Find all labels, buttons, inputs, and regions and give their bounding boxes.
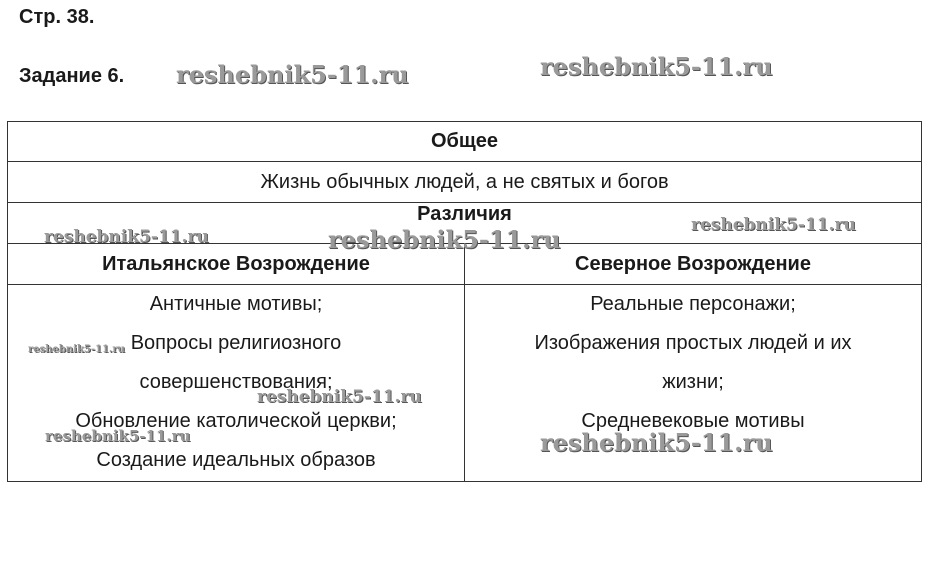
italian-cell (8, 285, 465, 482)
column-header-northern: Северное Возрождение (465, 244, 922, 285)
comparison-table (7, 121, 922, 482)
watermark: reshebnik5-11.ru (28, 344, 125, 355)
italian-item: Вопросы религиозного (130, 332, 342, 354)
northern-item: Реальные персонажи; (590, 293, 796, 315)
northern-item: жизни; (662, 371, 724, 393)
task-label: Задание 6. (19, 65, 125, 87)
watermark: reshebnik5-11.ru (328, 225, 561, 254)
watermark: reshebnik5-11.ru (44, 227, 209, 247)
italian-item: Создание идеальных образов (96, 449, 376, 471)
northern-item: Средневековые мотивы (581, 410, 805, 432)
watermark: reshebnik5-11.ru (257, 387, 422, 407)
watermark: reshebnik5-11.ru (691, 215, 856, 235)
page-reference: Стр. 38. (19, 6, 95, 28)
northern-item: Изображения простых людей и их (534, 332, 852, 354)
watermark: reshebnik5-11.ru (540, 428, 773, 457)
differences-heading: Различия (8, 203, 922, 244)
watermark: reshebnik5-11.ru (540, 52, 773, 81)
italian-item: Обновление католической церкви; (75, 410, 397, 432)
watermark: reshebnik5-11.ru (176, 60, 409, 89)
common-text: Жизнь обычных людей, а не святых и богов (8, 162, 922, 203)
northern-cell (465, 285, 922, 482)
column-header-italian: Итальянское Возрождение (8, 244, 465, 285)
watermark: reshebnik5-11.ru (45, 427, 191, 445)
italian-item: совершенствования; (139, 371, 333, 393)
italian-item: Античные мотивы; (149, 293, 323, 315)
common-heading: Общее (8, 122, 922, 162)
